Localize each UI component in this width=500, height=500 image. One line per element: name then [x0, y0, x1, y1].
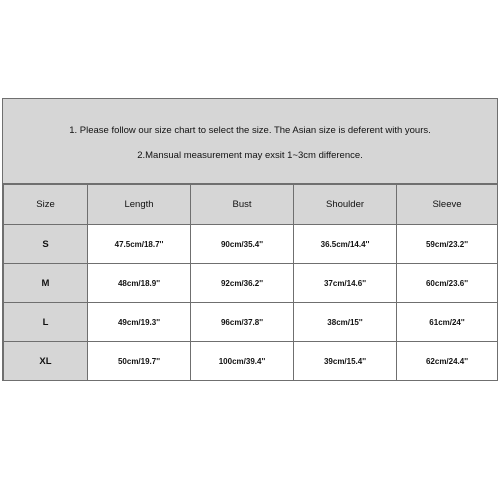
- shoulder-cell: 39cm/15.4'': [294, 342, 397, 381]
- header-sleeve: Sleeve: [397, 185, 498, 225]
- sleeve-cell: 60cm/23.6'': [397, 264, 498, 303]
- size-table: [3, 184, 498, 381]
- size-label: S: [4, 225, 88, 264]
- table-row: [4, 264, 498, 303]
- size-label: M: [4, 264, 88, 303]
- sleeve-cell: 59cm/23.2'': [397, 225, 498, 264]
- note-line-2: 2.Mansual measurement may exsit 1~3cm difference.: [137, 150, 363, 161]
- length-cell: 48cm/18.9'': [88, 264, 191, 303]
- bust-cell: 100cm/39.4'': [191, 342, 294, 381]
- notes-panel: [3, 99, 497, 184]
- note-line-1: 1. Please follow our size chart to select the size. The Asian size is deferent with yours.: [69, 125, 431, 136]
- table-row: [4, 303, 498, 342]
- header-shoulder: Shoulder: [294, 185, 397, 225]
- size-label: XL: [4, 342, 88, 381]
- length-cell: 47.5cm/18.7'': [88, 225, 191, 264]
- length-cell: 49cm/19.3'': [88, 303, 191, 342]
- header-length: Length: [88, 185, 191, 225]
- table-row: [4, 225, 498, 264]
- shoulder-cell: 37cm/14.6'': [294, 264, 397, 303]
- bust-cell: 92cm/36.2'': [191, 264, 294, 303]
- table-row: [4, 342, 498, 381]
- shoulder-cell: 36.5cm/14.4'': [294, 225, 397, 264]
- header-bust: Bust: [191, 185, 294, 225]
- sleeve-cell: 61cm/24'': [397, 303, 498, 342]
- table-header-row: [4, 185, 498, 225]
- bust-cell: 96cm/37.8'': [191, 303, 294, 342]
- sleeve-cell: 62cm/24.4'': [397, 342, 498, 381]
- size-chart: [2, 98, 498, 381]
- length-cell: 50cm/19.7'': [88, 342, 191, 381]
- shoulder-cell: 38cm/15'': [294, 303, 397, 342]
- bust-cell: 90cm/35.4'': [191, 225, 294, 264]
- size-label: L: [4, 303, 88, 342]
- header-size: Size: [4, 185, 88, 225]
